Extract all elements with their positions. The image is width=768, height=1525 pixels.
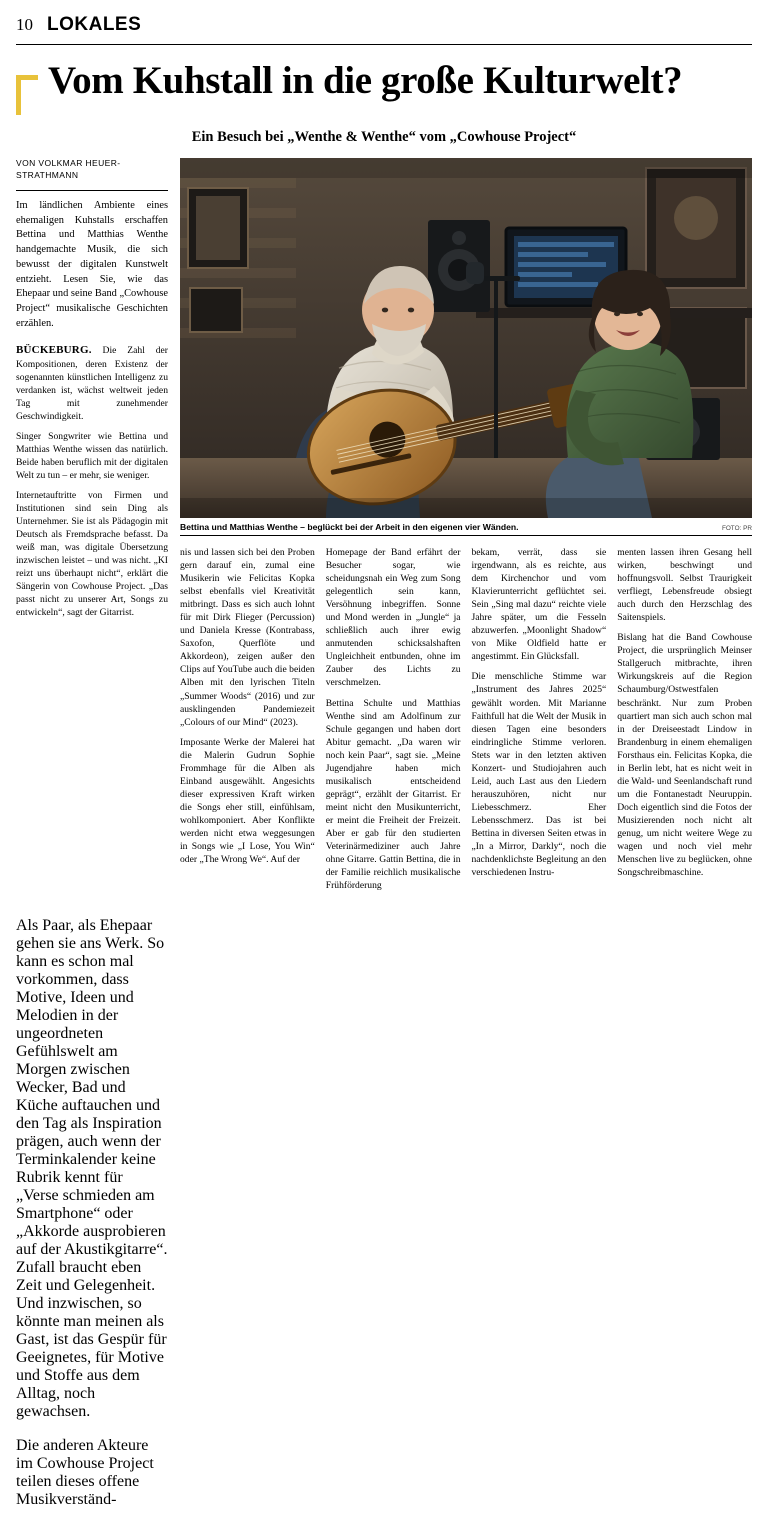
photo-illustration [180,158,752,518]
dateline: BÜCKEBURG. [16,343,92,356]
paragraph: nis und lassen sich bei den Proben gern darauf ein, zumal eine Musikerin wie Felicitas Kopka selbst ebenfalls viel Kreativität mitbringt. Dass es sich auch lohnt für mit Dirk Flieger (Percussion) und Daniela Kresse (Kontrabass, Saxofon, Querflöte und Akkordeon), zeigen außer den Clips auf YouTube auch die beiden Alben mit den lyrischen Titeln „Summer Woods“ (2016) und zur ausklingenden Pandemiezeit „Colours of our Mind“ (2023). [180,547,315,728]
left-column-continued [16,901,168,1525]
text-column-4 [472,546,607,892]
photo-caption [180,518,752,535]
caption-divider [180,535,752,536]
lower-area [16,901,752,1525]
lead-paragraph: Im ländlichen Ambiente eines ehemaligen Kuhstalls erschaffen Bettina und Matthias Wenthe handgemachte Musik, die sich bewusst der digitalen Kunstwelt entzieht. Lesen Sie, wie das Ehepaar und seine Band „Cowhouse Project“ musikalische Geschichten erzählen. [16,199,168,329]
subheadline: Ein Besuch bei „Wenthe & Wenthe“ vom „Cowhouse Project“ [191,129,577,145]
accent-corner-mark [16,75,38,115]
paragraph: menten lassen ihren Gesang hell wirken, beschwingt und hoffnungsvoll. Selbst Traurigkeit verfliegt, Lebensfreude obsiegt auch durch den Herzschlag des Saitenspiels. [617,547,752,624]
article-photo [180,158,752,518]
paragraph: Die anderen Akteure im Cowhouse Project teilen dieses offene Musikverständ- [16,1437,154,1509]
text-column-5 [617,546,752,892]
photo-column [180,158,752,892]
paragraph: Bislang hat die Band Cowhouse Project, die ursprünglich Meinser Stallgeruch mitbrachte, ihren Wirkungskreis auf die Region Schaumburg/Ostwestfalen beschränkt. Nur zum Proben quartiert man sich auch schon mal in der Dreiseestadt Lindow in Brandenburg in einem ehemaligen Forsthaus ein. Felicitas Kopka, die in Berlin lebt, hat es nicht weit in die Wald- und Seenlandschaft rund um die Fontanestadt Neuruppin. Doch eigentlich sind die Fotos der Musizierenden noch nicht alt genug, um nicht weitere Wege zu wagen und noch viel mehr Menschen live zu beglücken, ohne Songschreibmaschine. [617,632,752,879]
paragraph [16,343,168,423]
text-column-3 [326,546,461,892]
page-number: 10 [16,15,33,34]
masthead [16,0,752,44]
paragraph: Homepage der Band erfährt der Besucher sogar, wie scheidungsnah ein Weg zum Song gelegentlich sein kann, Versöhnung inbegriffen. Sonne und Mond werden in „Jungle“ ja schließlich auch ihrer ewig anmutenden schicksalshaften Ungleichheit entbunden, ohne im Zauber des Lichts zu verschmelzen. [325,547,461,689]
paragraph: Bettina Schulte und Matthias Wenthe sind am Adolfinum zur Schule gegangen und haben dort Abitur gemacht. „Da waren wir noch kein Paar“, sagt sie. „Meine Jugendjahre haben mich musikalisch entscheidend geprägt“, erzählt der Gitarrist. Er meint nicht den Musikunterricht, er meint die Freiheit der Freizeit. Aber er gab für den studierten Veterinärmediziner auch Jahre ohne Gitarre. Gattin Bettina, die in der Familie reichlich musikalische Frühförderung [325,697,461,892]
paragraph: Internetauftritte von Firmen und Institutionen sind sein Ding als Unternehmer. Sie ist als Pädagogin mit Deutsch als Fremdsprache befasst. Da weiß man, was digitale Übersetzung inzwischen leistet – und was nicht. „KI reizt uns überhaupt nicht“, erklärt die Sängerin von Cowhouse Project. „Das passt nicht zu unserer Art, Songs zu entwickeln“, sagt der Gitarrist. [16,490,168,619]
page-title: Vom Kuhstall in die große Kulturwelt? [48,59,683,102]
headline-block [16,57,752,117]
photo-credit: FOTO: PR [721,525,752,532]
left-column [16,158,168,620]
lower-right-spacer [180,901,752,1525]
paragraph: Singer Songwriter wie Bettina und Matthias Wenthe wissen das natürlich. Beide haben beruflich mit der digitalen Welt zu tun – er mehr, sie weniger. [16,430,168,481]
paragraph: Die menschliche Stimme war „Instrument des Jahres 2025“ gewählt worden. Mit Marianne Faithfull hat die Welt der Musik in diesen Tagen eine besonders eindringliche Stimme verloren. Stets war in den letzten aktiven Konzert- und Studiojahren auch Leid, auch Last aus den Liedern herauszuhören, nicht nur Liebesschmerz. Eher Lebensschmerz. Das ist bei Bettina in diversen Seiten etwas in „In a Mirror, Darkly“, noch die nachdenklichste Begleitung an den verschiedenen Instru- [471,671,607,879]
paragraph-text: Die Zahl der Kompositionen, deren Existenz der sogenannten künstlichen Intelligenz zu verdanken ist, wächst weltweit jeden Tag mit zunehmender Geschwindigkeit. [16,344,168,422]
paragraph: Imposante Werke der Malerei hat die Malerin Gudrun Sophie Frommhage für die Alben als Einband ausgewählt. Angesichts dieser expressiven Kraft wirken die Songs eher still, einfühlsam, wohlkomponiert. Aber Konflikte werden nicht etwa weggesungen in Songs wie „I Lose, You Win“ oder „The Wrong We“. Auf der [180,736,315,866]
caption-text: Bettina und Matthias Wenthe – beglückt bei der Arbeit in den eigenen vier Wänden. [180,522,519,532]
paragraph: Als Paar, als Ehepaar gehen sie ans Werk. So kann es schon mal vorkommen, dass Motive, Ideen und Melodien in der ungeordneten Gefühlswelt am Morgen zwischen Wecker, Bad und Küche auftauchen und den Tag als Inspiration prägen, auch wenn der Terminkalender keine Rubrik kennt für „Verse schmieden am Smartphone“ oder „Akkorde ausprobieren auf der Akustikgitarre“. Zufall braucht eben Zeit und Gelegenheit. Und inzwischen, so könnte man meinen als Gast, ist das Gespür für Geeignetes, für Motive und Stoffe aus dem Alltag, noch gewachsen. [16,917,168,1421]
photo-column-body [180,544,752,892]
upper-content [16,158,752,892]
masthead-divider [16,44,752,45]
byline: VON VOLKMAR HEUER-STRATHMANN [16,158,121,180]
section-label: LOKALES [47,14,142,35]
paragraph: bekam, verrät, dass sie irgendwann, als es reichte, aus dem Kirchenchor und vom Klavierunterricht geflüchtet sei. Sein „Sing mal dazu“ reichte viele Jahre später, um die Fesseln abzuwerfen. „Moonlight Shadow“ von Mike Oldfield hatte er angestimmt. Ein Glücksfall. [471,547,607,663]
text-column-2 [180,546,315,892]
byline-divider [16,190,168,191]
